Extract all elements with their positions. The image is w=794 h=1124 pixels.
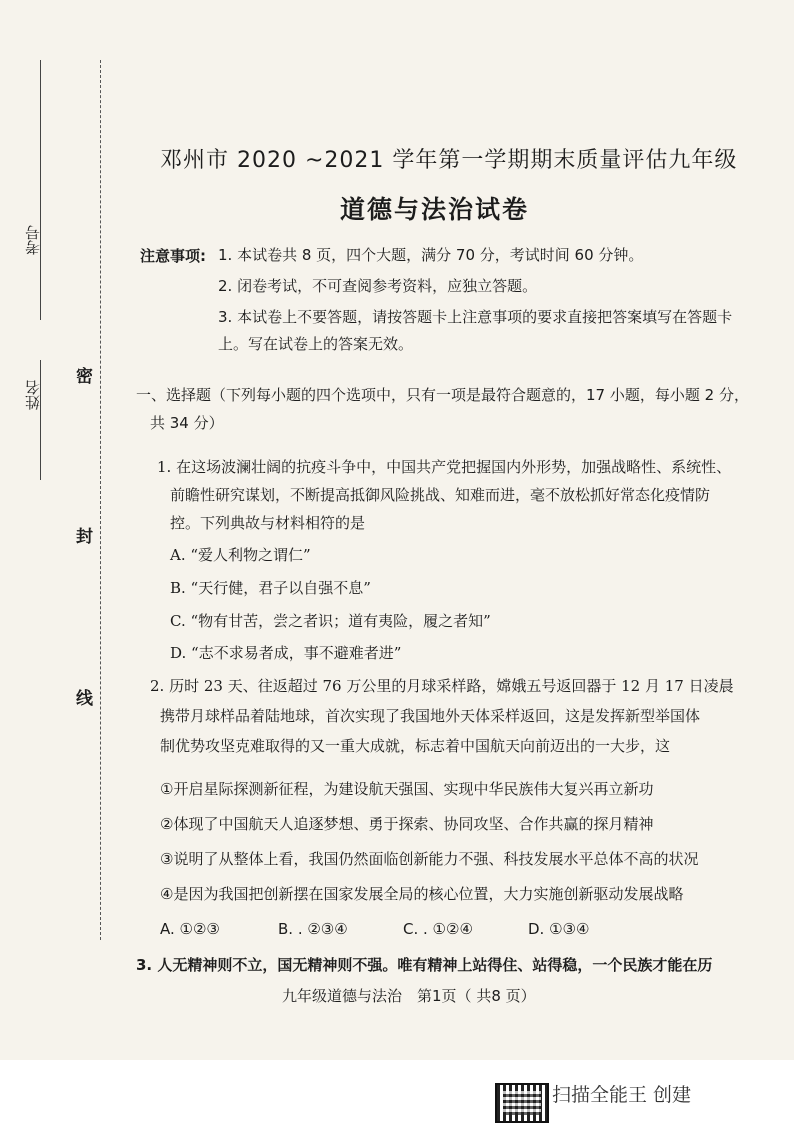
q1-stem-line-3: 控。下列典故与材料相符的是 <box>170 514 366 532</box>
notice-item-3: 3. 本试卷上不要答题，请按答题卡上注意事项的要求直接把答案填写在答题卡 <box>218 308 733 326</box>
q2-stem-line-1: 2. 历时 23 天、往返超过 76 万公里的月球采样路，嫦娥五号返回器于 12 月 17 日凌晨 <box>150 677 734 695</box>
page-footer: 九年级道德与法治 第1页（ 共8 页） <box>282 987 536 1005</box>
q2-option-c: C. . ①②④ <box>403 920 473 938</box>
q2-statement-2: ②体现了中国航天人追逐梦想、勇于探索、协同攻坚、合作共赢的探月精神 <box>160 815 654 833</box>
q2-statement-1: ①开启星际探测新征程，为建设航天强国、实现中华民族伟大复兴再立新功 <box>160 780 654 798</box>
exam-subtitle: 道德与法治试卷 <box>340 195 530 224</box>
q1-option-c: C. “物有甘苦，尝之者识；道有夷险，履之者知” <box>170 612 491 630</box>
name-label: 姓名 <box>24 380 42 410</box>
q1-stem-line-1: 1. 在这场波澜壮阔的抗疫斗争中，中国共产党把握国内外形势，加强战略性、系统性、 <box>157 458 732 476</box>
seal-dashed-line <box>100 60 101 940</box>
section-1-heading-cont: 共 34 分） <box>150 414 224 432</box>
q1-option-d: D. “志不求易者成，事不避难者进” <box>170 644 402 662</box>
notice-item-2: 2. 闭卷考试，不可查阅参考资料，应独立答题。 <box>218 277 538 295</box>
seal-char-mi: 密 <box>76 360 93 389</box>
notice-item-1: 1. 本试卷共 8 页，四个大题，满分 70 分，考试时间 60 分钟。 <box>218 246 644 264</box>
q2-option-b: B. . ②③④ <box>278 920 348 938</box>
exam-number-label: 考号 <box>24 225 42 255</box>
q1-option-b: B. “天行健，君子以自强不息” <box>170 579 371 597</box>
notice-heading: 注意事项: <box>140 247 206 265</box>
q1-stem-line-2: 前瞻性研究谋划，不断提高抵御风险挑战、知难而进，毫不放松抓好常态化疫情防 <box>170 486 711 504</box>
q3-stem: 3. 人无精神则不立，国无精神则不强。唯有精神上站得住、站得稳，一个民族才能在历 <box>136 956 713 974</box>
q1-option-a: A. “爱人利物之谓仁” <box>170 546 311 564</box>
seal-char-xian: 线 <box>76 682 93 711</box>
seal-char-feng: 封 <box>76 520 93 549</box>
q2-stem-line-3: 制优势攻坚克难取得的又一重大成就，标志着中国航天向前迈出的一大步，这 <box>160 737 671 755</box>
q2-stem-line-2: 携带月球样品着陆地球，首次实现了我国地外天体采样返回，这是发挥新型举国体 <box>160 707 701 725</box>
name-field-line <box>40 360 41 480</box>
q2-option-d: D. ①③④ <box>528 920 590 938</box>
scanner-watermark: 扫描全能王 创建 <box>552 1084 692 1106</box>
q2-statement-4: ④是因为我国把创新摆在国家发展全局的核心位置，大力实施创新驱动发展战略 <box>160 885 684 903</box>
exam-title: 邓州市 2020 ~2021 学年第一学期期末质量评估九年级 <box>160 148 738 173</box>
q2-option-a: A. ①②③ <box>160 920 220 938</box>
notice-item-3-cont: 上。写在试卷上的答案无效。 <box>218 335 414 353</box>
qr-code-icon <box>495 1083 549 1123</box>
section-1-heading: 一、选择题（下列每小题的四个选项中，只有一项是最符合题意的，17 小题，每小题 2 分， <box>136 386 749 404</box>
q2-statement-3: ③说明了从整体上看，我国仍然面临创新能力不强、科技发展水平总体不高的状况 <box>160 850 699 868</box>
binding-edge-line <box>40 60 41 320</box>
